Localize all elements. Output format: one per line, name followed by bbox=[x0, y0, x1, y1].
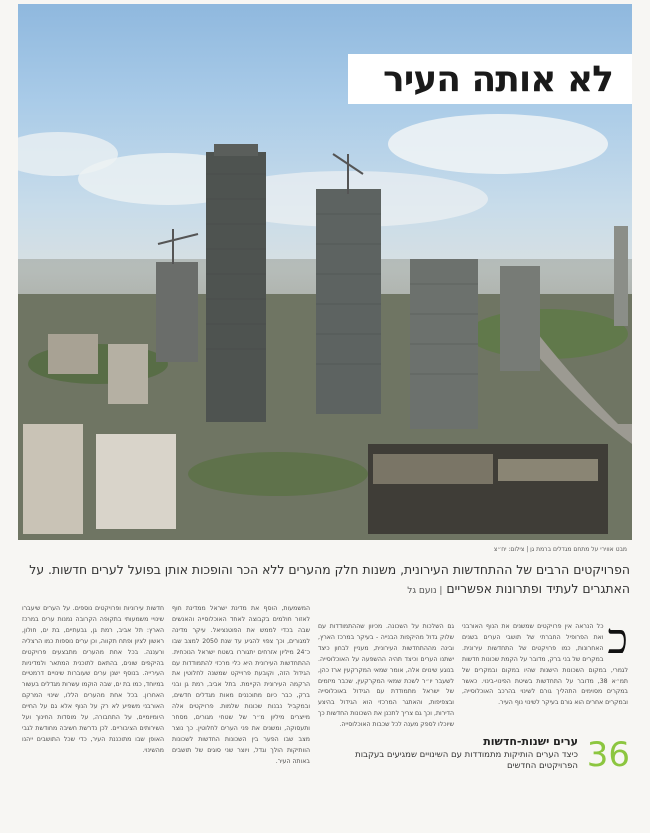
column-4-text: חדשות עירוניות ופרויקטים נוספים. על הערים שיעברו שינויי משמעותי בתקופה הקרובה נמנות ערים במרכז הארץ: תל אביב, רמת גן, גבעתיים, בת ים, חולון, ראשון לציון ופתח תקווה, וכן ערים נוספות כמו הרצליה ורעננה. בכל אחת מהערים מתבצעים פרויקטים בהיקפים שונים, בהתאם לתוכנית המתאר ולמדיניות העירייה. בנוסף ישנן ערים שעוברות שינויים דרמטיים במיוחד, כמו בת ים, שבה הוקמו עשרות מגדלים בעשור האחרון. בכל אחת מהערים הללו, שינוי המרקם האורבני משפיע לא רק על הנוף אלא גם על החיים היומיומיים, על התחבורה, על מוסדות החינוך ועל השירותים הציבוריים. לכן נדרשת חשיבה מחודשת לגבי האופן שבו מתוכננת העיר, כדי שכל התושבים ייהנו מהשינוי. bbox=[22, 605, 164, 754]
dropcap: כ bbox=[607, 622, 628, 663]
article-column-3 bbox=[172, 604, 310, 824]
article-title-box bbox=[348, 54, 632, 104]
column-3-text: המשמעות, הוסף את מדינת ישראל ממדינת חוף לאזור חולמים בקבוצה לאחד האוכלוסייה והאנשים שבה בכדי לממש את הפוטנציאל. עיקר מדינה למגורים, וכך צפוי להגיע עד שנת 2050 למצב שבו כ־24 מיליון אזרחים יתגוררו בשטח ישראל הנוכחית. ההתחדשות העירונית היא כלי מרכזי להתמודדות עם הגידול הזה, וקובעת פרוייקט שמשנה לחלוטין את הרקמה העירונית הקיימת. בתל אביב, רמת גן ובני ברק, כבר כיום מתוכננים מאות מגדלים חדשים, ובמקביל נבנות שכונות שלמות. פרויקטים אלה מייצרים מיליון מ״ר של שטחי מגורים, מסחר ותעסוקה, ומשנים את פני הערים לחלוטין. כך נוצר מצב שבו הפער בין השכונות החדשות לשכונות הוותיקות הולך וגדל, ויוצר שני סוגים של תושבים באותה העיר. bbox=[172, 605, 310, 765]
teaser-subtitle: כיצד הערים הותיקות מתמודדות עם השינויים שמגיעים בעקבות הפרויקטים החדשים bbox=[355, 750, 578, 771]
hero-photo bbox=[18, 4, 632, 540]
article-column-2 bbox=[318, 622, 454, 828]
lead-text: הפרויקטים הרבים של ההתחדשות העירונית, משנות חלק מהערים ללא הכר והופכות אותן בפועל לערים חדשות. על האתגרים לעתיד ופתרונות אפשריים bbox=[29, 562, 630, 596]
article-column-1 bbox=[462, 622, 628, 742]
column-2-text: גם השלכות על השכונה. מכיוון שההתמודדות עם שלוק גדול מהיקפות הבנייה - בעיקר במרכז הארץ, ובינה מההתחדשות העירונית, מעניין לבחון כיצד ישתנו הערים וכיצד תהיה ההשפעה על האוכלוסייה. בנוגע שינוים אלה, אומר שמאי המקרקעין ארז כהן, לשעבר יו״ר לשכת שמאי המקרקעין, שכבר מיזמים של ישראל מתמודדת עם הגידול באוכלוסייה ובצפיפות, והאתגר המרכזי הוא הגידול בהיצע הדירות, וכך גם צריך לתכנן את השכונות החדשות כך שיוכלו לספק מענה לכל שכבות האוכלוסייה. bbox=[318, 623, 454, 729]
photo-credit: מבט אווירי על מתחם מגדלים ברמת גן | צילום: יח״צ bbox=[493, 546, 627, 553]
column-1-text: כל הנראה אין פרויקטים שמשנים את הנוף האורבני ואת הפרופיל החברתי של תושבי הערים בשנים האחרונות, כמו פרויקטים של התחדשות עירונית. במקרים של בני ברק, מדובר על הקמת שכונות חדשות לגמרי, במקום השכונות הישנות שהיו במקום ובמקרים של תמ״א 38, מדובר על התחדשות בשיטת הפינוי-בינוי. כאשר במקרים מסוימים התהליך גורם לשינוי בהרכב האוכלוסייה, ובמקרים אחרים הוא גורם בעיקר לשינוי נוף העיר. bbox=[462, 623, 628, 707]
byline: | נועם גל bbox=[407, 586, 443, 596]
teaser-box[interactable] bbox=[330, 735, 630, 775]
teaser-title: ערים ישנות-חדשות bbox=[483, 735, 578, 748]
article-title: לא אותה העיר bbox=[383, 58, 613, 100]
teaser-page-number: 36 bbox=[586, 735, 630, 775]
article-lead bbox=[20, 560, 630, 601]
article-column-4 bbox=[22, 604, 164, 824]
